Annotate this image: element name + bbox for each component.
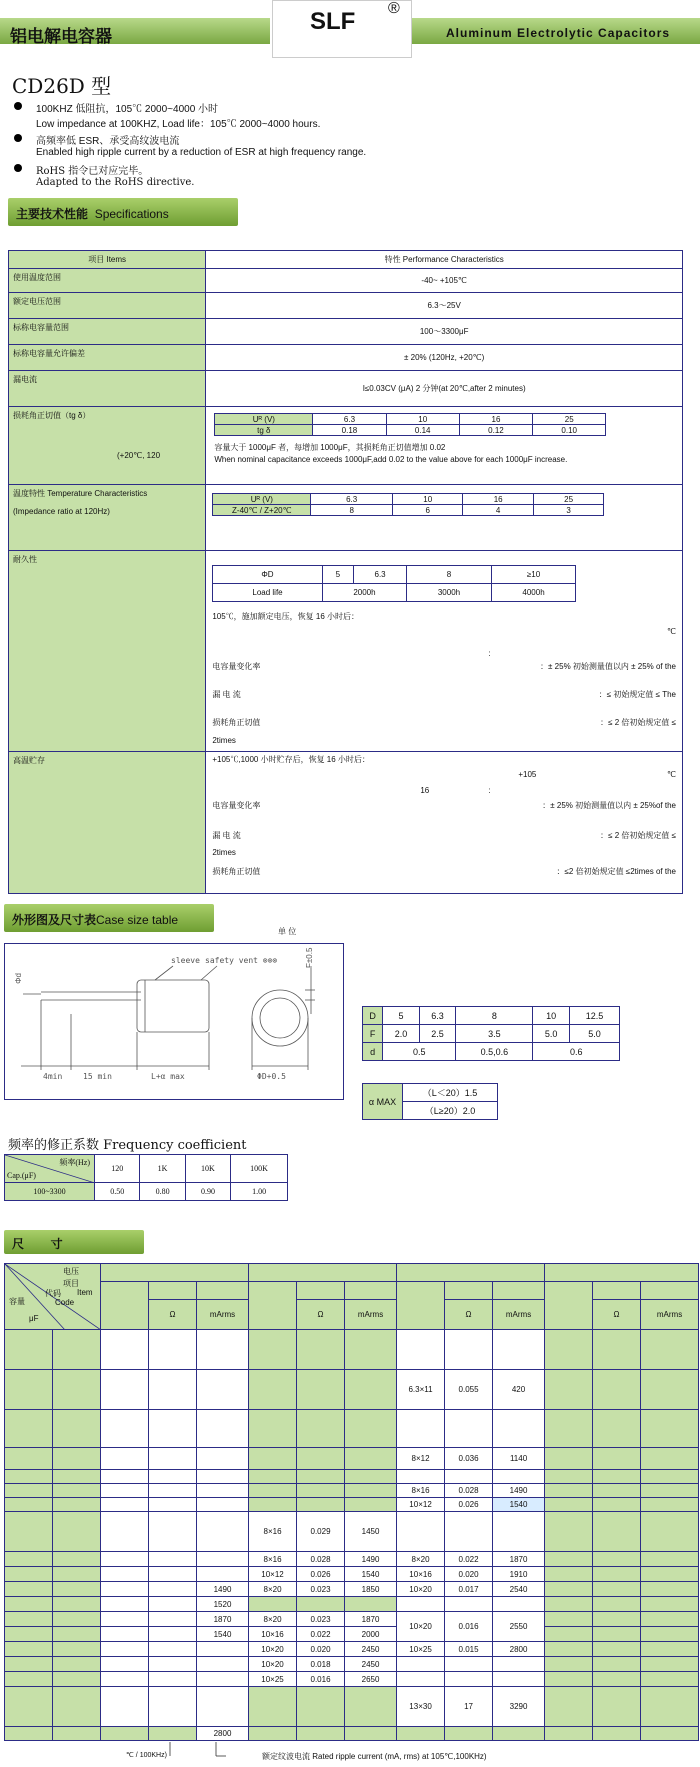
endurance-text: 105℃，施加额定电压，恢复 16 小时后： <box>212 612 360 621</box>
table-row: 8×16 0.028 1490 <box>5 1484 699 1498</box>
spec-value-temp-range: -40~ +105℃ <box>206 269 683 293</box>
drawing-f: F±0.5 <box>305 947 314 968</box>
storage-2times: 2times <box>212 848 236 857</box>
table-row: 1870 8×20 0.023 1870 10×20 0.016 2550 <box>5 1612 699 1627</box>
header-title-cn: 铝电解电容器 <box>10 27 112 47</box>
endurance-cap-label: 电容量变化率 <box>212 662 261 671</box>
spec-label-leakage: 漏电流 <box>9 371 206 407</box>
alpha-table: α MAX （L＜20）1.5 （L≥20）2.0 <box>362 1083 498 1120</box>
spec-section-title: 主要技术性能 Specifications <box>16 207 169 221</box>
spec-label-endurance: 耐久性 <box>9 551 206 752</box>
spec-value-temp-char <box>206 485 683 551</box>
spec-value-tan <box>206 407 683 485</box>
spec-value-tolerance: ± 20% (120Hz, +20℃) <box>206 345 683 371</box>
endurance-table: ΦD 5 6.3 8 ≥10 Load life 2000h 3000h 4000h <box>212 565 576 602</box>
bullet-icon <box>14 164 22 172</box>
endurance-tan-label: 损耗角正切值 <box>212 718 261 727</box>
feature-1-cn: 100KHZ 低阻抗，105℃ 2000~4000 小时 <box>36 104 219 115</box>
table-row: 1540 10×16 0.022 2000 <box>5 1627 699 1642</box>
spec-value-endurance <box>206 551 683 752</box>
spec-label-capacitance: 标称电容量范围 <box>9 319 206 345</box>
case-section-title: 外形图及尺寸表Case size table <box>12 913 179 927</box>
freq-table: 频率(Hz) Cap.(μF) 120 1K 10K 100K 100~3300 0.50 0.80 0.90 1.00 <box>4 1154 288 1201</box>
case-unit-label: 单 位 <box>278 927 297 936</box>
footnote-right: 额定纹波电流 Rated ripple current (mA, rms) at 105℃,100KHz) <box>262 1752 487 1761</box>
table-row: 8×12 0.036 1140 <box>5 1448 699 1470</box>
spec-label-storage: 高温贮存 <box>9 752 206 894</box>
spec-value-storage <box>206 752 683 894</box>
case-drawing <box>4 943 344 1100</box>
table-row: 10×25 0.016 2650 <box>5 1672 699 1687</box>
table-row <box>5 1410 699 1448</box>
spec-label-tolerance: 标称电容量允许偏差 <box>9 345 206 371</box>
feature-2-en: Enabled high ripple current by a reduction of ESR at high frequency range. <box>36 147 367 158</box>
table-row: 10×12 0.026 1540 10×16 0.020 1910 <box>5 1567 699 1582</box>
drawing-la: L+α max <box>151 1072 185 1081</box>
bullet-icon <box>14 134 22 142</box>
storage-105: +105 <box>518 770 537 779</box>
tan-note-en: When nominal capacitance exceeds 1000μF,add 0.02 to the value above for each 1000μF increase. <box>214 455 568 464</box>
spec-label-tan: 损耗角正切值（tg δ） (+20℃, 120 <box>9 407 206 485</box>
table-row <box>5 1330 699 1370</box>
drawing-sleeve: sleeve <box>171 956 200 965</box>
storage-colon: : <box>488 786 491 795</box>
table-row: 1520 <box>5 1597 699 1612</box>
table-row: 10×12 0.026 1540 <box>5 1498 699 1512</box>
storage-cap-value: ：± 25% 初始测量值以内 ± 25%of the <box>542 801 676 810</box>
size-table: 电压 项目 Item 代码 Code 容量 μF Ω mArms Ω mArms Ω mArms Ω mArms 6.3×11 0.055 420 8×12 0.036 1140 8×16 0.028 1490 10×12 0.026 1540 8×16 0.029 1450 8×16 0.028 1490 8×20 0.022 1870 10×12 0.026 1540 10×16 0.020 1910 1490 8×20 0.023 1850 10×20 0.017 2540 1520 1870 8×20 0.023 1870 10×20 0.016 2550 1540 10×16 0.022 2000 10×20 0.020 2450 10×25 0.015 2800 10×20 0.018 2450 10×25 0.016 2650 13×30 17 3290 2800 <box>4 1263 699 1741</box>
table-row: 2800 <box>5 1727 699 1741</box>
model-title: CD26D 型 <box>12 74 112 98</box>
logo: SLF <box>310 8 356 35</box>
tan-table: Uᴿ (V) 6.3 10 16 25 tg δ 0.18 0.14 0.12 0.10 <box>214 413 606 436</box>
storage-leak-value: ：≤ 2 倍初始规定值 ≤ <box>600 831 676 840</box>
endurance-tan-value: ：≤ 2 倍初始规定值 ≤ <box>600 718 676 727</box>
spec-label-voltage: 额定电压范围 <box>9 293 206 319</box>
spec-label-temp-range: 使用温度范围 <box>9 269 206 293</box>
size-corner: 电压 项目 Item 代码 Code 容量 μF <box>5 1264 101 1330</box>
spec-head-perf: 特性 Performance Characteristics <box>206 251 683 269</box>
bullet-icon <box>14 102 22 110</box>
endurance-leak-label: 漏 电 流 <box>212 690 241 699</box>
feature-2-cn: 高频率低 ESR、承受高纹波电流 <box>36 136 180 147</box>
endurance-unit: ℃ <box>667 627 676 636</box>
drawing-15min: 15 min <box>83 1072 112 1081</box>
storage-tan-label: 损耗角正切值 <box>212 867 261 876</box>
footnote-left: ℃ / 100KHz) <box>126 1752 167 1759</box>
drawing-dia: ΦD+0.5 <box>257 1072 286 1081</box>
drawing-vent: safety vent ⊗⊗⊗ <box>205 956 278 965</box>
table-row: 13×30 17 3290 <box>5 1687 699 1727</box>
spec-value-voltage: 6.3～25V <box>206 293 683 319</box>
table-row: 6.3×11 0.055 420 <box>5 1370 699 1410</box>
drawing-4min: 4min <box>43 1072 63 1081</box>
endurance-2times: 2times <box>212 736 236 745</box>
spec-tan-cond: (+20℃, 120 <box>117 451 161 460</box>
temp-char-table: Uᴿ (V) 6.3 10 16 25 Z-40℃ / Z+20℃ 8 6 4 3 <box>212 493 604 516</box>
feature-3-en: Adapted to the RoHS directive. <box>36 177 195 188</box>
feature-3-cn: RoHS 指令已对应完毕。 <box>36 166 149 177</box>
spec-value-leakage: I≤0.03CV (μA) 2 分钟(at 20℃,after 2 minutes) <box>206 371 683 407</box>
tan-note-cn: 容量大于 1000μF 者，每增加 1000μF，其损耗角正切值增加 0.02 <box>214 443 446 452</box>
feature-1-en: Low impedance at 100KHZ, Load life：105℃ 2000~4000 hours. <box>36 119 321 130</box>
spec-label-temp-char: 温度特性 Temperature Characteristics (Impedance ratio at 120Hz) <box>9 485 206 551</box>
freq-title: 频率的修正系数 Frequency coefficient <box>8 1138 247 1153</box>
table-row <box>5 1470 699 1484</box>
dim-table: D 5 6.3 8 10 12.5 F 2.0 2.5 3.5 5.0 5.0 d 0.5 0.5,0.6 0.6 <box>362 1006 620 1061</box>
drawing-d: Φd <box>13 973 23 984</box>
spec-value-capacitance: 100～3300μF <box>206 319 683 345</box>
registered-icon: ® <box>388 0 400 17</box>
storage-unit: ℃ <box>667 770 676 779</box>
size-section-title: 尺 寸 <box>12 1237 63 1251</box>
table-row: 1490 8×20 0.023 1850 10×20 0.017 2540 <box>5 1582 699 1597</box>
freq-corner: 频率(Hz) Cap.(μF) <box>5 1155 95 1183</box>
spec-head-item: 项目 Items <box>9 251 206 269</box>
endurance-colon: : <box>488 649 491 658</box>
endurance-cap-value: ：± 25% 初始测量值以内 ± 25% of the <box>540 662 676 671</box>
spec-table <box>8 250 683 894</box>
endurance-leak-value: ：≤ 初始规定值 ≤ The <box>598 690 676 699</box>
table-row: 10×20 0.018 2450 <box>5 1657 699 1672</box>
storage-cap-label: 电容量变化率 <box>212 801 261 810</box>
storage-tan-value: ：≤2 倍初始规定值 ≤2times of the <box>556 867 676 876</box>
storage-16: 16 <box>420 786 430 795</box>
table-row: 10×20 0.020 2450 10×25 0.015 2800 <box>5 1642 699 1657</box>
table-row: 8×16 0.028 1490 8×20 0.022 1870 <box>5 1552 699 1567</box>
storage-leak-label: 漏 电 流 <box>212 831 241 840</box>
header-title-en: Aluminum Electrolytic Capacitors <box>446 26 671 40</box>
storage-text: +105℃,1000 小时贮存后，恢复 16 小时后： <box>212 755 370 764</box>
table-row: 8×16 0.029 1450 <box>5 1512 699 1552</box>
